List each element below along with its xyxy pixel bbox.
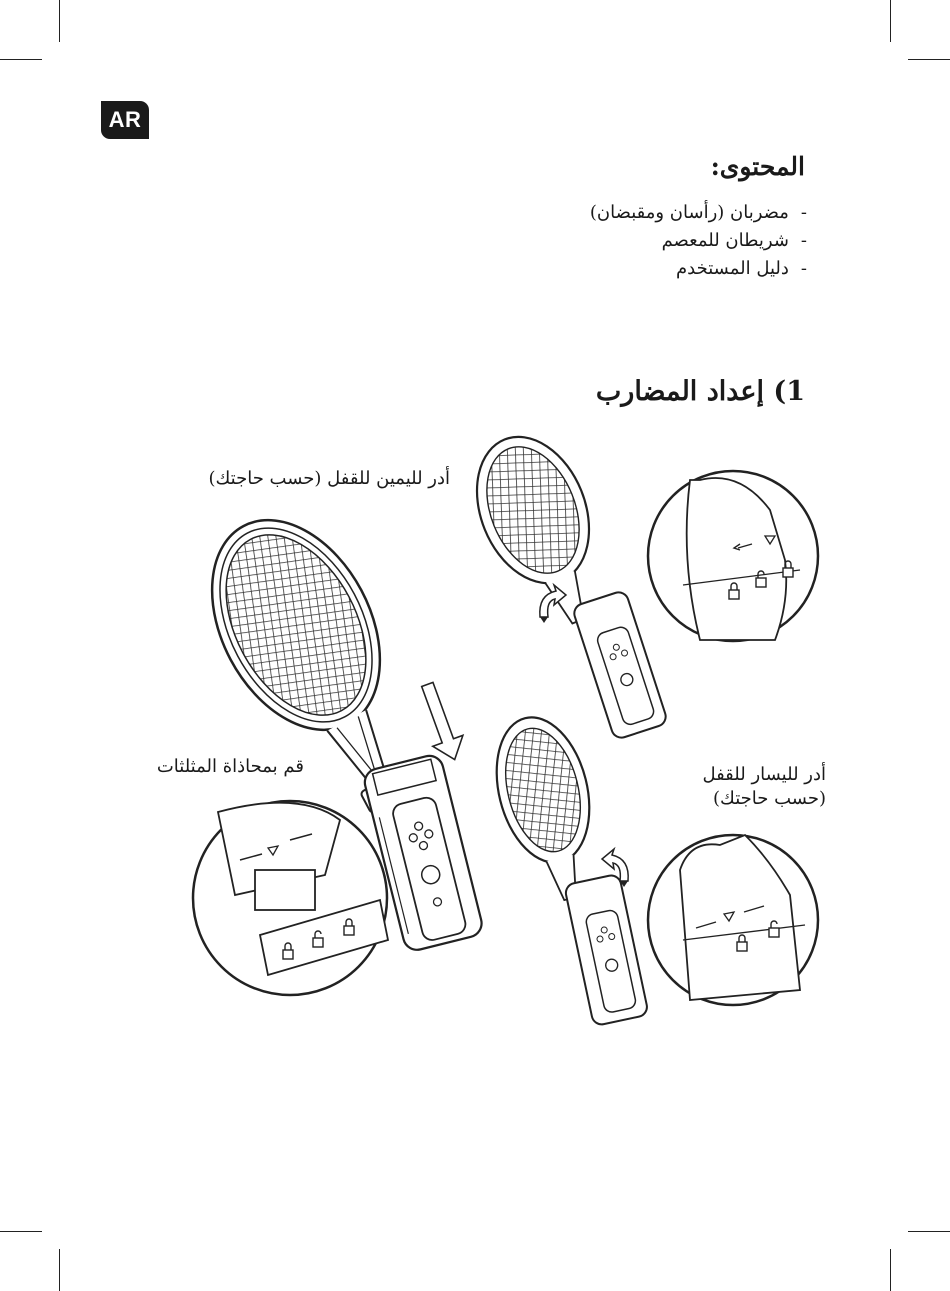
section-title: 1) إعداد المضارب <box>595 376 805 407</box>
list-item: - شريطان للمعصم <box>590 227 807 255</box>
caption-align-triangles: قم بمحاذاة المثلثات <box>156 756 304 777</box>
contents-title: المحتوى: <box>710 152 805 181</box>
caption-turn-right: أدر لليمين للقفل (حسب حاجتك) <box>208 468 450 489</box>
list-item: - دليل المستخدم <box>590 255 807 283</box>
arrow-down-icon <box>412 679 469 765</box>
detail-circle-align <box>193 801 388 995</box>
controller-icon <box>572 590 669 740</box>
controller-icon <box>564 874 649 1026</box>
language-badge: AR <box>101 101 149 139</box>
detail-circle-lock-left <box>648 835 818 1005</box>
list-item: - مضربان (رأسان ومقبضان) <box>590 199 807 227</box>
detail-circle-lock-right <box>648 471 818 641</box>
caption-turn-left-line1: أدر لليسار للقفل <box>702 764 826 785</box>
caption-turn-left-line2: (حسب حاجتك) <box>713 788 826 809</box>
